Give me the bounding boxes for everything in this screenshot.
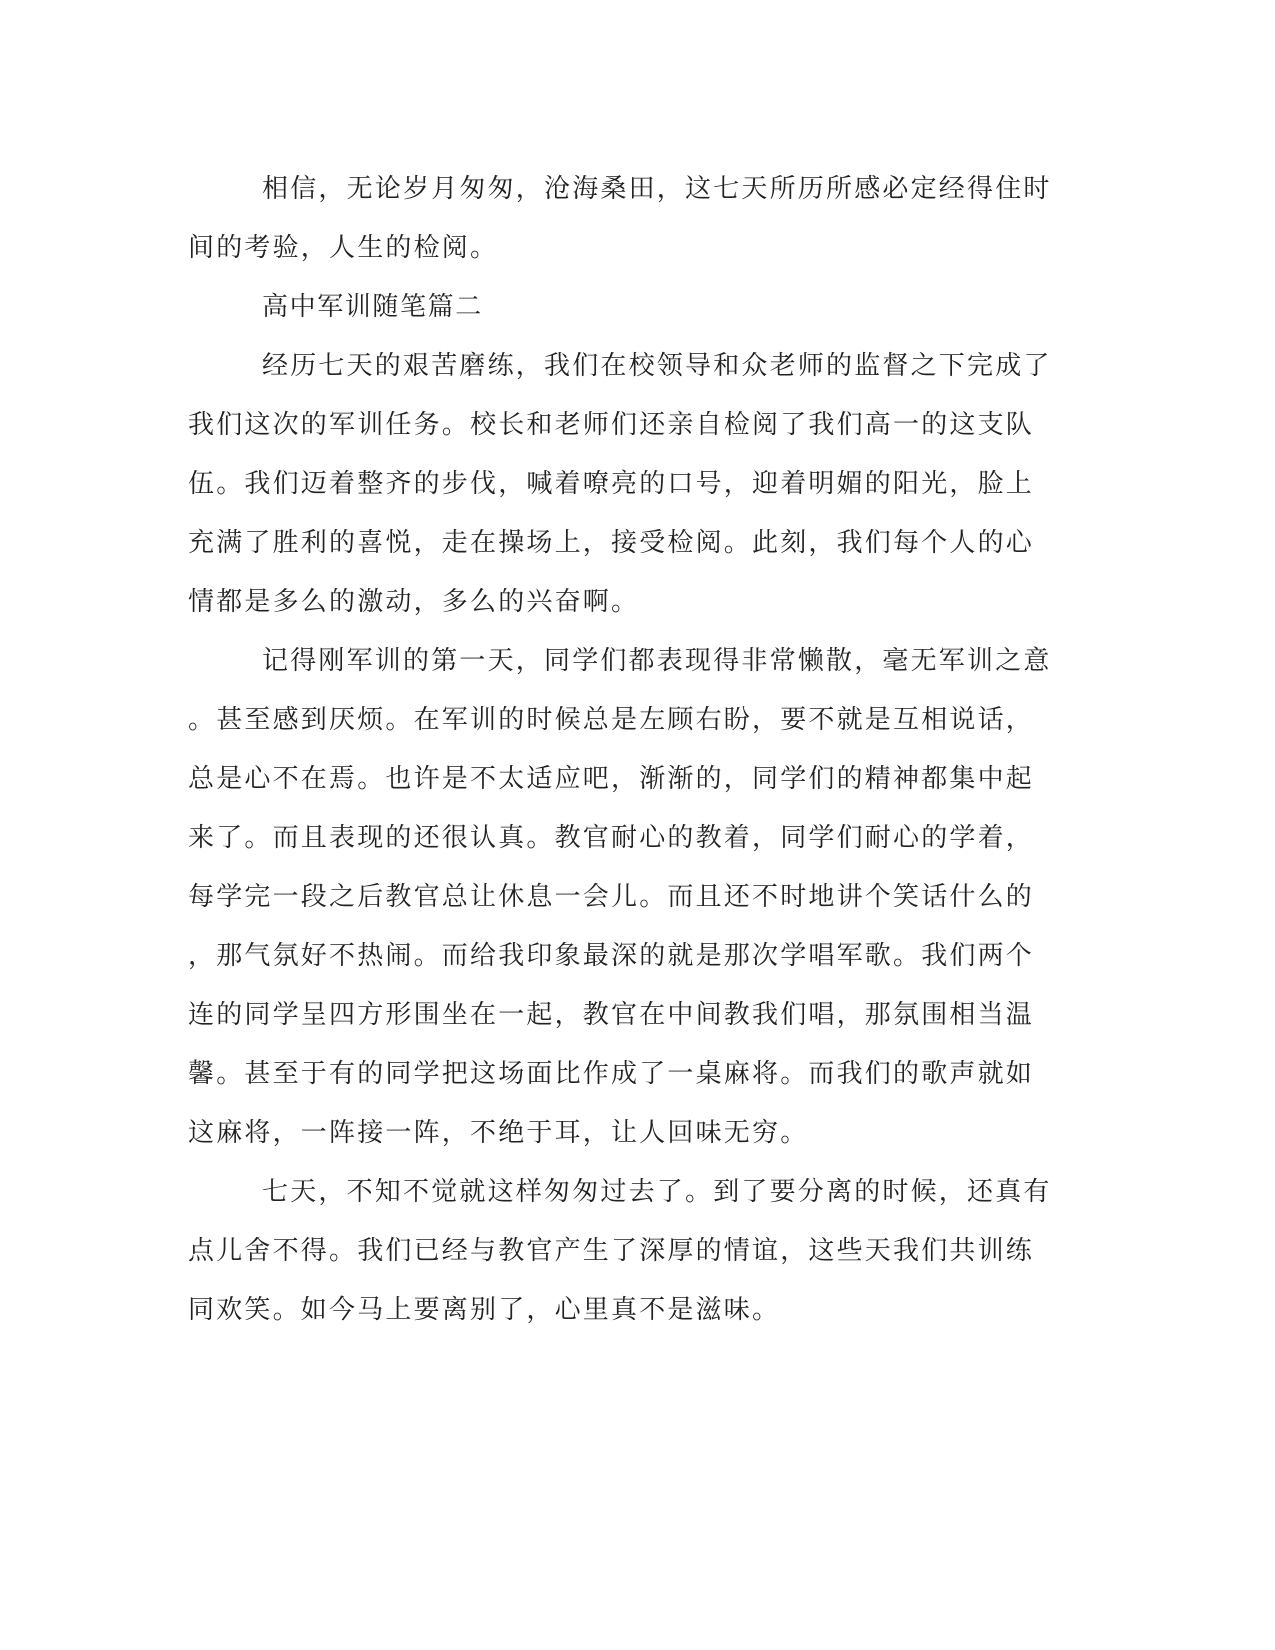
- paragraph-line: 这麻将，一阵接一阵，不绝于耳，让人回味无穷。: [188, 1118, 809, 1148]
- paragraph-line: 间的考验，人生的检阅。: [188, 233, 499, 263]
- paragraph-line: 同欢笑。如今马上要离别了，心里真不是滋味。: [188, 1295, 781, 1325]
- paragraph-line: 经历七天的艰苦磨练，我们在校领导和众老师的监督之下完成了: [262, 351, 1052, 381]
- document-body: [188, 160, 1068, 1340]
- paragraph-line: 情都是多么的激动，多么的兴奋啊。: [188, 587, 640, 617]
- paragraph-line: 伍。我们迈着整齐的步伐，喊着嘹亮的口号，迎着明媚的阳光，脸上: [188, 469, 1035, 499]
- paragraph-line: 每学完一段之后教官总让休息一会儿。而且还不时地讲个笑话什么的: [188, 882, 1035, 912]
- paragraph-line: 总是心不在焉。也许是不太适应吧，渐渐的，同学们的精神都集中起: [188, 764, 1035, 794]
- paragraph-line: 我们这次的军训任务。校长和老师们还亲自检阅了我们高一的这支队: [188, 410, 1035, 440]
- paragraph-line: 馨。甚至于有的同学把这场面比作成了一桌麻将。而我们的歌声就如: [188, 1059, 1035, 1089]
- paragraph-line: ，那气氛好不热闹。而给我印象最深的就是那次学唱军歌。我们两个: [188, 941, 1035, 971]
- paragraph-line: 连的同学呈四方形围坐在一起，教官在中间教我们唱，那氛围相当温: [188, 1000, 1035, 1030]
- section-heading: 高中军训随笔篇二: [262, 292, 483, 322]
- paragraph-line: 七天，不知不觉就这样匆匆过去了。到了要分离的时候，还真有: [262, 1177, 1052, 1207]
- paragraph-line: 来了。而且表现的还很认真。教官耐心的教着，同学们耐心的学着，: [188, 823, 1035, 853]
- paragraph-line: 相信，无论岁月匆匆，沧海桑田，这七天所历所感必定经得住时: [262, 174, 1052, 204]
- paragraph-line: 充满了胜利的喜悦，走在操场上，接受检阅。此刻，我们每个人的心: [188, 528, 1035, 558]
- paragraph-line: 点儿舍不得。我们已经与教官产生了深厚的情谊，这些天我们共训练: [188, 1236, 1035, 1266]
- paragraph-line: 记得刚军训的第一天，同学们都表现得非常懒散，毫无军训之意: [262, 646, 1052, 676]
- paragraph-line: 。甚至感到厌烦。在军训的时候总是左顾右盼，要不就是互相说话，: [188, 705, 1035, 735]
